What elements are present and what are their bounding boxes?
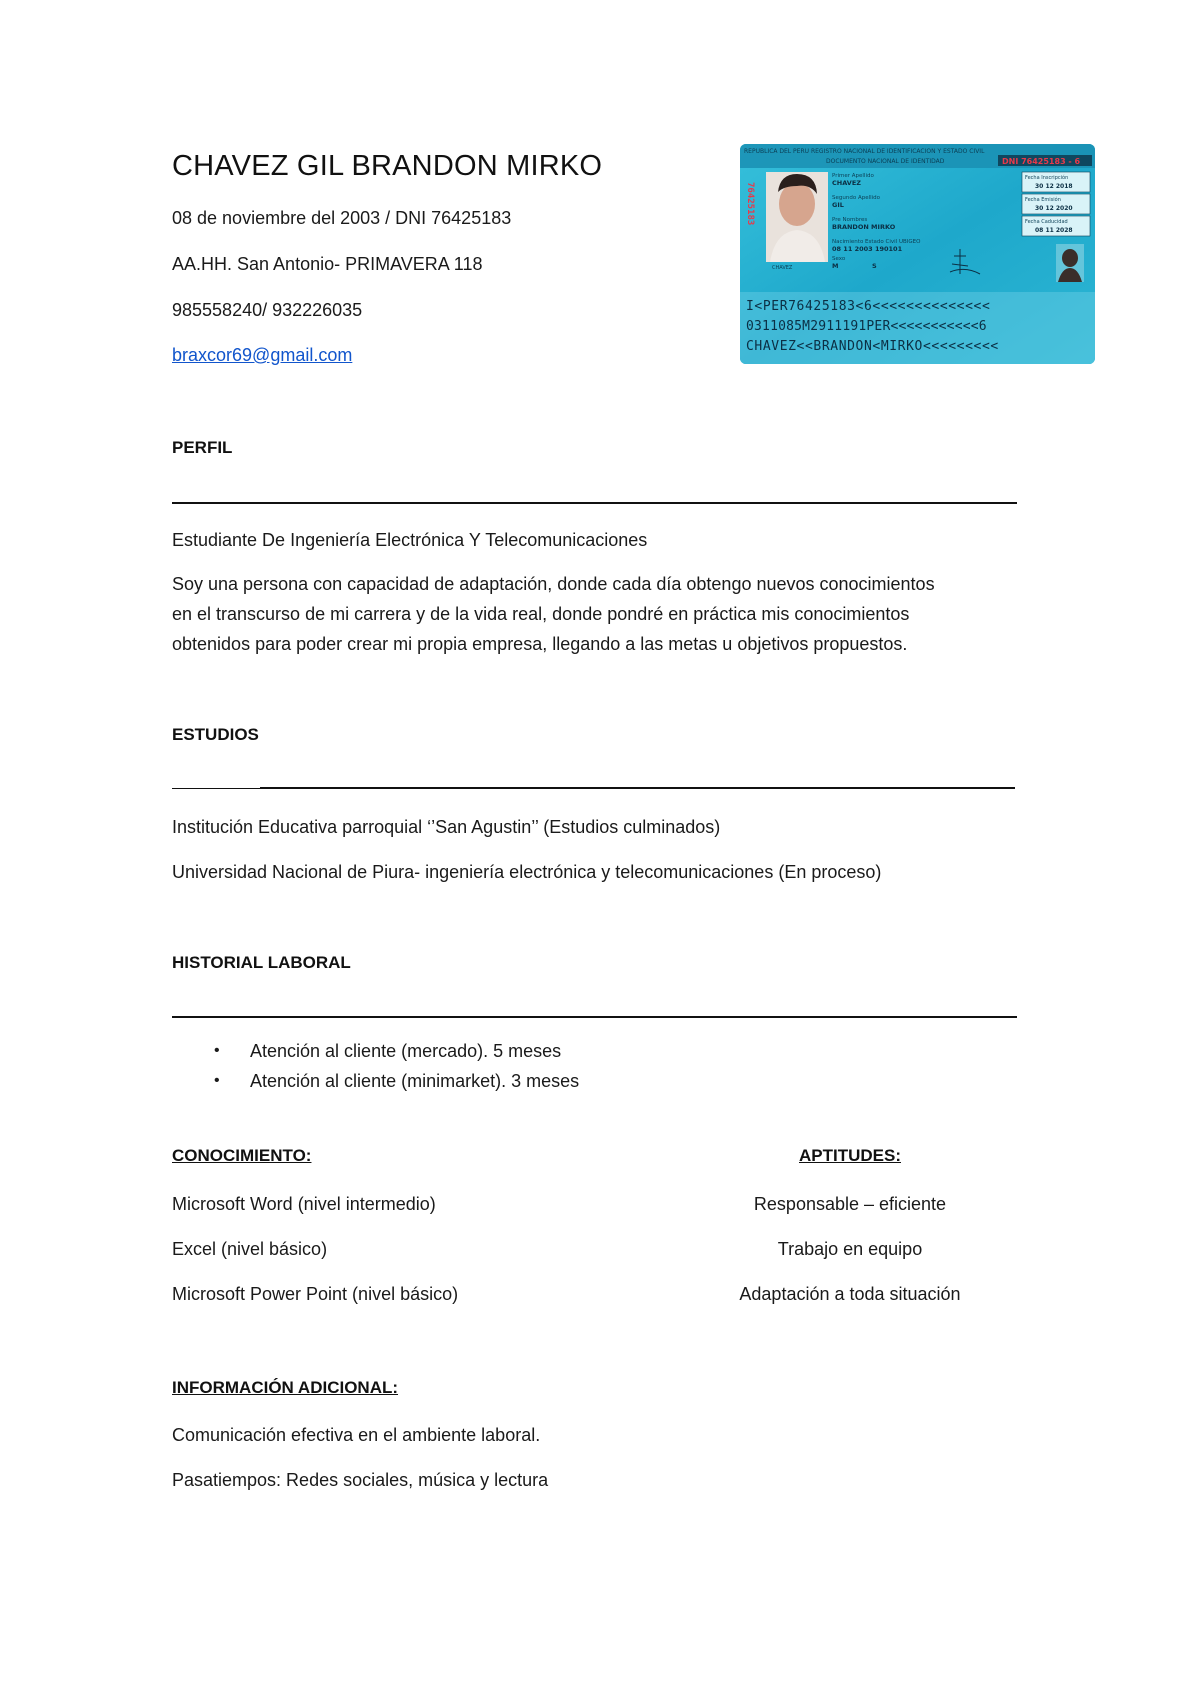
knowledge-item-2: Excel (nivel básico): [172, 1239, 328, 1259]
knowledge-item-3: Microsoft Power Point (nivel básico): [172, 1284, 459, 1304]
profile-line-2: en el transcurso de mi carrera y de la vida real, donde pondré en práctica mis conocimientos: [172, 604, 910, 624]
aptitude-item-2: Trabajo en equipo: [777, 1239, 923, 1259]
work-item-1: Atención al cliente (mercado). 5 meses: [250, 1041, 562, 1061]
study-item-1: Institución Educativa parroquial ‘’San Agustin’’ (Estudios culminados): [172, 817, 721, 837]
svg-text:Sexo: Sexo: [832, 256, 846, 262]
aptitude-item-3: Adaptación a toda situación: [739, 1284, 961, 1304]
address: AA.HH. San Antonio- PRIMAVERA 118: [172, 254, 483, 274]
section-title-additional: INFORMACIÓN ADICIONAL:: [172, 1378, 399, 1397]
svg-text:CHAVEZ: CHAVEZ: [832, 179, 861, 187]
card-mrz-line3: CHAVEZ<<BRANDON<MIRKO<<<<<<<<<: [746, 339, 999, 354]
card-header-line2: DOCUMENTO NACIONAL DE IDENTIDAD: [826, 158, 945, 165]
svg-text:Pre Nombres: Pre Nombres: [832, 217, 868, 223]
card-header-line1: REPUBLICA DEL PERU REGISTRO NACIONAL DE IDENTIFICACION Y ESTADO CIVIL: [744, 148, 985, 155]
svg-text:08 11 2003 190101: 08 11 2003 190101: [832, 245, 903, 253]
candidate-name: CHAVEZ GIL BRANDON MIRKO: [172, 150, 603, 182]
svg-text:Segundo Apellido: Segundo Apellido: [832, 195, 881, 201]
section-title-knowledge: CONOCIMIENTO:: [172, 1146, 312, 1165]
additional-item-2: Pasatiempos: Redes sociales, música y lectura: [172, 1470, 549, 1490]
svg-text:CHAVEZ: CHAVEZ: [772, 265, 793, 271]
profile-line-1: Soy una persona con capacidad de adaptación, donde cada día obtengo nuevos conocimientos: [172, 574, 935, 594]
bullet-icon: •: [214, 1042, 220, 1059]
list-item: [214, 1036, 579, 1066]
section-title-studies: ESTUDIOS: [172, 725, 259, 744]
additional-item-1: Comunicación efectiva en el ambiente laboral.: [172, 1425, 541, 1445]
section-title-aptitudes: APTITUDES:: [799, 1146, 901, 1165]
email-link[interactable]: braxcor69@gmail.com: [172, 345, 353, 365]
svg-text:Fecha Emisión: Fecha Emisión: [1025, 197, 1061, 203]
svg-text:30 12 2018: 30 12 2018: [1035, 183, 1073, 190]
phone-numbers: 985558240/ 932226035: [172, 300, 363, 320]
knowledge-item-1: Microsoft Word (nivel intermedio): [172, 1194, 436, 1214]
svg-text:GIL: GIL: [832, 201, 844, 209]
id-card-graphic: [740, 144, 1095, 364]
divider-work: [172, 1016, 1017, 1018]
study-item-2: Universidad Nacional de Piura- ingeniería electrónica y telecomunicaciones (En proceso): [172, 862, 882, 882]
profile-line-3: obtenidos para poder crear mi propia empresa, llegando a las metas u objetivos propuestos.: [172, 634, 908, 654]
svg-text:Primer Apellido: Primer Apellido: [832, 173, 874, 179]
card-dni-badge: DNI 76425183 - 6: [1002, 157, 1081, 166]
card-mrz-line1: I<PER76425183<6<<<<<<<<<<<<<<: [746, 299, 991, 314]
card-vertical-number: 76425183: [745, 182, 755, 226]
card-mrz-line2: 0311085M2911191PER<<<<<<<<<<<6: [746, 319, 987, 334]
work-list: [214, 1036, 579, 1096]
work-item-2: Atención al cliente (minimarket). 3 meses: [250, 1071, 580, 1091]
svg-text:Fecha Inscripción: Fecha Inscripción: [1025, 175, 1069, 181]
svg-text:BRANDON MIRKO: BRANDON MIRKO: [832, 223, 896, 231]
profile-subtitle: Estudiante De Ingeniería Electrónica Y Telecomunicaciones: [172, 530, 648, 550]
section-title-profile: PERFIL: [172, 438, 233, 457]
svg-text:08 11 2028: 08 11 2028: [1035, 227, 1073, 234]
id-card-image: [740, 144, 1095, 364]
birth-and-dni: 08 de noviembre del 2003 / DNI 76425183: [172, 208, 512, 228]
svg-text:S: S: [872, 262, 877, 270]
divider-profile: [172, 502, 1017, 504]
list-item: [214, 1066, 579, 1096]
svg-text:Fecha Caducidad: Fecha Caducidad: [1025, 219, 1068, 225]
svg-text:Nacimiento Estado Civil UB: Nacimiento Estado Civil UBIGEO: [832, 239, 921, 245]
section-title-work: HISTORIAL LABORAL: [172, 953, 351, 972]
svg-text:M: M: [832, 262, 839, 270]
svg-text:30 12 2020: 30 12 2020: [1035, 205, 1073, 212]
aptitude-item-1: Responsable – eficiente: [753, 1194, 947, 1214]
divider-studies: [172, 788, 1017, 790]
bullet-icon: •: [214, 1072, 220, 1089]
